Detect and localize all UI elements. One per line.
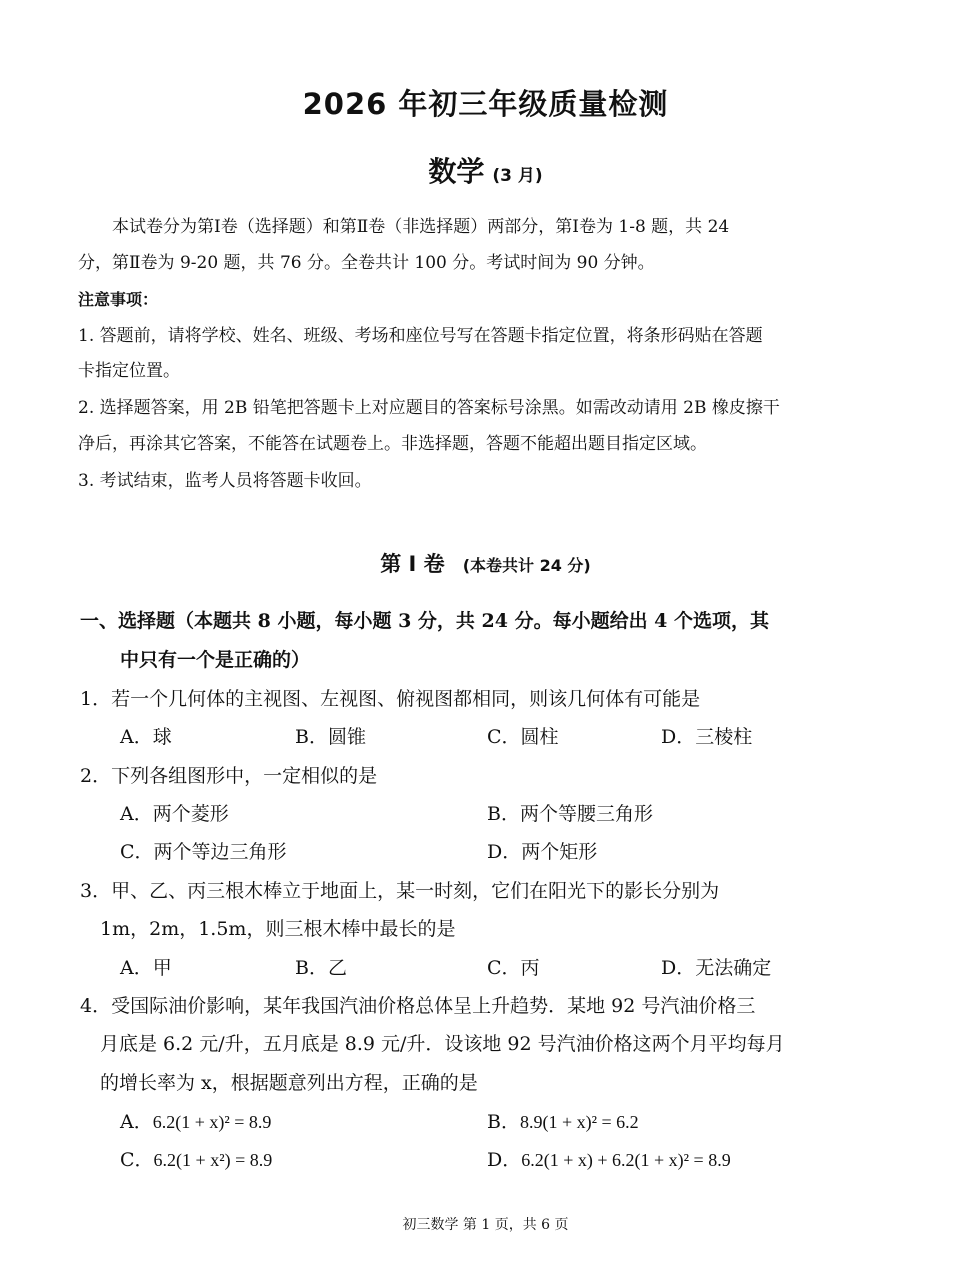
notes-heading: 注意事项： <box>78 290 159 309</box>
option-c-label: C． <box>120 1149 154 1171</box>
option-b-label: B． <box>487 1111 520 1133</box>
question-2-stem: 2．下列各组图形中，一定相似的是 <box>80 765 378 787</box>
note-2-line-1: 2. 选择题答案，用 2B 铅笔把答题卡上对应题目的答案标号涂黑。如需改动请用 2B 橡皮擦干 <box>78 398 780 418</box>
exam-title: 2026 年初三年级质量检测 <box>302 87 669 121</box>
section-heading-line-2: 中只有一个是正确的） <box>120 649 311 671</box>
intro-line-2: 分，第Ⅱ卷为 9-20 题，共 76 分。全卷共计 100 分。考试时间为 90 分钟。 <box>78 253 655 273</box>
question-4-option-c <box>120 1145 272 1172</box>
question-2-option-c: C．两个等边三角形 <box>120 841 287 863</box>
question-1-option-a: A．球 <box>120 726 172 748</box>
exam-month: (3 月) <box>492 166 543 186</box>
option-d-equation: 6.2(1 + x) + 6.2(1 + x)² = 8.9 <box>521 1150 731 1170</box>
question-2-option-d: D．两个矩形 <box>487 841 598 863</box>
question-3-stem-line-1: 3．甲、乙、丙三根木棒立于地面上，某一时刻，它们在阳光下的影长分别为 <box>80 880 720 902</box>
section-heading-line-1: 一、选择题（本题共 8 小题，每小题 3 分，共 24 分。每小题给出 4 个选项，其 <box>80 610 770 632</box>
option-b-equation: 8.9(1 + x)² = 6.2 <box>519 1112 639 1132</box>
question-4-stem-line-2: 月底是 6.2 元/升，五月底是 8.9 元/升．设该地 92 号汽油价格这两个月平均每月 <box>100 1033 785 1055</box>
question-1-stem: 1．若一个几何体的主视图、左视图、俯视图都相同，则该几何体有可能是 <box>80 688 701 710</box>
option-c-equation: 6.2(1 + x²) = 8.9 <box>153 1150 273 1170</box>
option-a-label: A． <box>120 1111 153 1133</box>
volume-score: (本卷共计 24 分) <box>462 556 591 575</box>
question-1-option-d: D．三棱柱 <box>661 726 753 748</box>
page-footer: 初三数学 第 1 页，共 6 页 <box>402 1217 569 1233</box>
option-a-equation: 6.2(1 + x)² = 8.9 <box>152 1112 272 1132</box>
question-4-option-d <box>487 1145 731 1172</box>
question-1-option-c: C．圆柱 <box>487 726 559 748</box>
option-d-label: D． <box>487 1149 522 1171</box>
question-2-option-a: A．两个菱形 <box>120 803 229 825</box>
question-4-stem-line-1: 4．受国际油价影响，某年我国汽油价格总体呈上升趋势．某地 92 号汽油价格三 <box>80 995 756 1017</box>
note-1-line-2: 卡指定位置。 <box>78 361 180 381</box>
note-2-line-2: 净后，再涂其它答案，不能答在试题卷上。非选择题，答题不能超出题目指定区域。 <box>78 434 707 454</box>
question-3-option-d: D．无法确定 <box>661 957 772 979</box>
intro-line-1: 本试卷分为第Ⅰ卷（选择题）和第Ⅱ卷（非选择题）两部分，第Ⅰ卷为 1-8 题，共 24 <box>112 217 730 237</box>
question-3-stem-line-2: 1m，2m，1.5m，则三根木棒中最长的是 <box>100 918 456 940</box>
question-1-option-b: B．圆锥 <box>295 726 366 748</box>
note-3: 3. 考试结束，监考人员将答题卡收回。 <box>78 471 372 491</box>
question-4-stem-line-3: 的增长率为 x，根据题意列出方程，正确的是 <box>100 1072 478 1094</box>
note-1-line-1: 1. 答题前，请将学校、姓名、班级、考场和座位号写在答题卡指定位置，将条形码贴在答题 <box>78 326 763 346</box>
volume-heading <box>0 548 971 578</box>
question-3-option-a: A．甲 <box>120 957 172 979</box>
subject-name: 数学 <box>428 155 485 188</box>
question-4-option-a <box>120 1107 271 1134</box>
question-3-option-c: C．丙 <box>487 957 540 979</box>
question-3-option-b: B．乙 <box>295 957 347 979</box>
volume-label: 第 Ⅰ 卷 <box>380 552 445 576</box>
question-4-option-b <box>487 1107 639 1134</box>
subject-heading <box>0 150 971 190</box>
question-2-option-b: B．两个等腰三角形 <box>487 803 653 825</box>
